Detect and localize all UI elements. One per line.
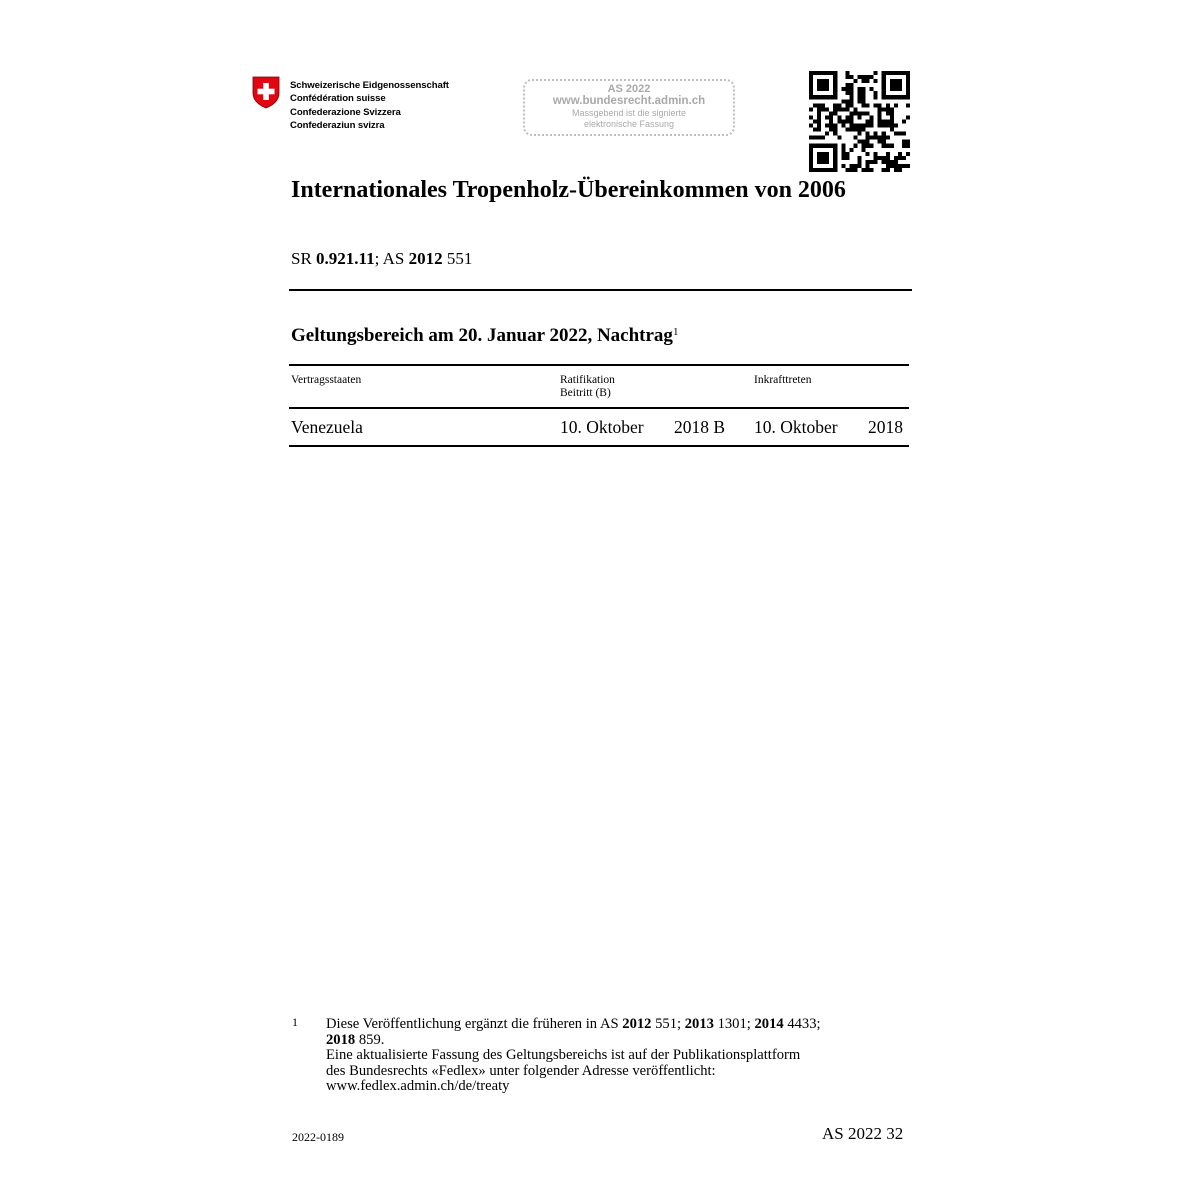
footnote-ref1-page: 551; bbox=[655, 1016, 682, 1032]
footnote-ref[interactable]: 1 bbox=[672, 326, 679, 338]
page-title: Internationales Tropenholz-Übereinkommen von 2006 bbox=[291, 177, 846, 203]
cell-state: Venezuela bbox=[291, 417, 363, 437]
footnote-ref3-year: 2014 bbox=[754, 1016, 784, 1032]
footnote-line-3: Eine aktualisierte Fassung des Geltungsbereichs ist auf der Publikationsplattform bbox=[326, 1047, 801, 1063]
header-entry-into-force: Inkrafttreten bbox=[754, 374, 812, 386]
footnote-number: 1 bbox=[292, 1015, 298, 1029]
footnote-ref2-year: 2013 bbox=[684, 1016, 714, 1032]
table-bottom-rule bbox=[289, 445, 909, 447]
footnote-line-2 bbox=[326, 1033, 926, 1049]
sr-number: 0.921.11 bbox=[316, 249, 375, 268]
qr-code-icon bbox=[809, 71, 910, 172]
footnote-ref1-year: 2012 bbox=[622, 1016, 652, 1032]
confed-name-it: Confederazione Svizzera bbox=[290, 106, 401, 118]
swiss-cross-icon bbox=[252, 76, 280, 109]
subtitle-text: Geltungsbereich am 20. Januar 2022, Nachtrag bbox=[291, 325, 673, 346]
footnote-ref3-page: 4433; bbox=[787, 1016, 821, 1032]
sr-reference bbox=[291, 249, 472, 269]
footnote-line-1 bbox=[326, 1017, 926, 1033]
title-divider bbox=[289, 289, 912, 291]
confed-name-de: Schweizerische Eidgenossenschaft bbox=[290, 80, 449, 91]
confederation-names bbox=[290, 79, 449, 133]
footnote-line-4: des Bundesrechts «Fedlex» unter folgender Adresse veröffentlicht: bbox=[326, 1062, 716, 1079]
header-ratification-line2: Beitritt (B) bbox=[560, 387, 611, 399]
sr-separator: ; AS bbox=[374, 249, 405, 268]
cell-ratification-date: 10. Oktober bbox=[560, 417, 644, 437]
footnote-link[interactable]: www.fedlex.admin.ch/de/treaty bbox=[326, 1078, 510, 1094]
publication-stamp bbox=[523, 79, 735, 136]
footnote-ref4-year: 2018 bbox=[326, 1031, 356, 1048]
confed-name-rm: Confederaziun svizra bbox=[290, 120, 385, 132]
sr-prefix: SR bbox=[291, 249, 312, 268]
table-top-rule bbox=[289, 364, 909, 366]
section-subtitle bbox=[291, 325, 678, 347]
document-number: 2022-0189 bbox=[292, 1130, 344, 1144]
footnote-intro: Diese Veröffentlichung ergänzt die früheren in AS bbox=[326, 1016, 619, 1032]
footnote-ref4-page: 859. bbox=[358, 1031, 385, 1048]
header-ratification-line1: Ratifikation bbox=[560, 374, 615, 386]
stamp-line-3: Massgebend ist die signierte bbox=[571, 108, 687, 118]
as-reference: AS 2022 32 bbox=[822, 1124, 904, 1143]
footnote-ref2-page: 1301; bbox=[717, 1016, 751, 1032]
header-states: Vertragsstaaten bbox=[291, 374, 362, 386]
stamp-line-1: AS 2022 bbox=[607, 83, 651, 95]
cell-ratification-year: 2018 B bbox=[674, 417, 726, 437]
footnote-text bbox=[326, 1017, 926, 1095]
header-ratification bbox=[560, 374, 615, 400]
table-header-rule bbox=[289, 407, 909, 409]
confed-name-fr: Confédération suisse bbox=[290, 93, 386, 105]
cell-entry-year: 2018 bbox=[868, 417, 903, 437]
as-year: 2012 bbox=[408, 249, 443, 268]
as-page: 551 bbox=[446, 249, 473, 268]
stamp-line-2: www.bundesrecht.admin.ch bbox=[552, 95, 706, 107]
cell-entry-date: 10. Oktober bbox=[754, 417, 838, 437]
stamp-line-4: elektronische Fassung bbox=[583, 119, 675, 129]
